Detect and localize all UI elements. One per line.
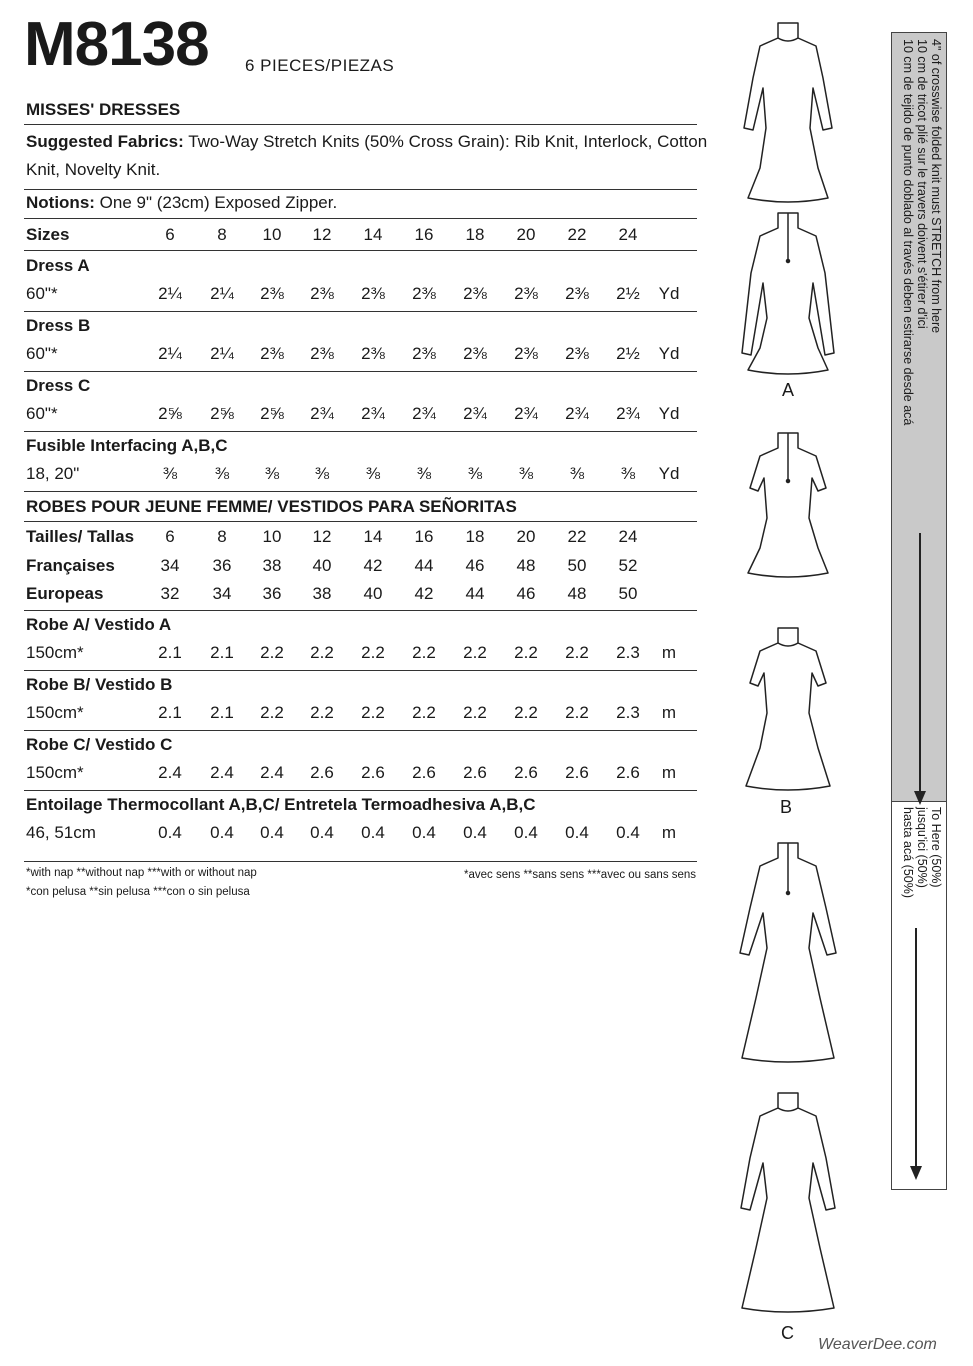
fabric-width: 150cm* — [26, 763, 84, 782]
meterage-cell: 2.2 — [310, 703, 334, 722]
yardage-cell: ⅜ — [467, 464, 483, 483]
unit-label: m — [661, 643, 677, 662]
notions — [26, 193, 337, 213]
meterage-cell: 0.4 — [210, 823, 234, 842]
divider — [24, 311, 697, 312]
yardage-cell: ⅜ — [569, 464, 585, 483]
yardage-cell: ⅜ — [620, 464, 636, 483]
meterage-cell: 2.4 — [260, 763, 284, 782]
divider — [24, 730, 697, 731]
stretch-instruction-fr: 10 cm de tricot plié sur le travers doivent s'étirer d'ici — [915, 39, 929, 329]
meterage-cell: 2.4 — [158, 763, 182, 782]
row-label: Dress B — [26, 316, 91, 335]
stretch-gauge — [891, 32, 947, 1190]
dress-b-front-illustration — [746, 628, 830, 790]
row-label: Robe B/ Vestido B — [26, 675, 173, 694]
meterage-cell: 2.6 — [412, 763, 436, 782]
dress-a-front-illustration — [744, 23, 832, 202]
meterage-cell: 2.2 — [260, 703, 284, 722]
meterage-cell: 2.2 — [260, 643, 284, 662]
size-cell: 44 — [414, 556, 434, 575]
brand-watermark: WeaverDee.com — [818, 1336, 937, 1353]
yardage-cell: 2¾ — [361, 404, 385, 423]
meterage-cell: 2.1 — [210, 703, 234, 722]
meterage-cell: 2.3 — [616, 643, 640, 662]
size-header-cell: 18 — [465, 225, 485, 244]
size-cell: 42 — [414, 584, 434, 603]
meterage-cell: 2.6 — [514, 763, 538, 782]
stretch-instruction-es: 10 cm de tejido de punto doblado al través deben estirarse desde acá — [901, 39, 915, 426]
meterage-cell: 2.6 — [463, 763, 487, 782]
divider — [24, 431, 697, 432]
size-header-cell: 14 — [363, 225, 383, 244]
fabric-width: 60"* — [26, 284, 58, 303]
size-cell: 34 — [212, 584, 232, 603]
meterage-cell: 2.1 — [210, 643, 234, 662]
meterage-cell: 2.2 — [463, 643, 487, 662]
divider — [24, 610, 697, 611]
size-cell: 24 — [618, 527, 638, 546]
dress-illustrations — [720, 18, 880, 1338]
yardage-cell: 2¾ — [463, 404, 487, 423]
footnote-es: *con pelusa **sin pelusa ***con o sin pelusa — [26, 886, 250, 898]
dress-c-back-illustration — [740, 843, 836, 1062]
unit-label: m — [661, 703, 677, 722]
yardage-cell: 2⅜ — [412, 344, 436, 363]
size-cell: 38 — [312, 584, 332, 603]
stretch-instruction-en: 4" of crosswise folded knit must STRETCH from here — [929, 39, 943, 334]
meterage-cell: 2.2 — [463, 703, 487, 722]
meterage-cell: 0.4 — [463, 823, 487, 842]
meterage-cell: 0.4 — [361, 823, 385, 842]
size-header-cell: 16 — [414, 225, 434, 244]
dress-c-front-illustration — [741, 1093, 835, 1312]
divider — [24, 218, 697, 219]
size-cell: 22 — [567, 527, 587, 546]
meterage-cell: 2.1 — [158, 703, 182, 722]
yardage-cell: 2⅜ — [361, 344, 385, 363]
yardage-cell: 2¼ — [210, 284, 234, 303]
yardage-cell: ⅜ — [518, 464, 534, 483]
meterage-cell: 2.6 — [616, 763, 640, 782]
notions-text: One 9" (23cm) Exposed Zipper. — [99, 193, 338, 212]
yardage-cell: 2¾ — [565, 404, 589, 423]
size-cell: 32 — [160, 584, 180, 603]
meterage-cell: 0.4 — [260, 823, 284, 842]
divider — [24, 861, 697, 862]
dress-label-c: C — [781, 1323, 794, 1343]
size-cell: 40 — [363, 584, 383, 603]
piece-count: 6 PIECES/PIEZAS — [245, 56, 395, 75]
size-header-cell: 22 — [567, 225, 587, 244]
dress-label-b: B — [780, 797, 793, 817]
footnote-en: *with nap **without nap ***with or without nap — [26, 867, 257, 879]
row-label: Entoilage Thermocollant A,B,C/ Entretela Termoadhesiva A,B,C — [26, 795, 536, 814]
size-cell: 14 — [363, 527, 383, 546]
row-label: Françaises — [26, 556, 115, 575]
dress-a-back-illustration — [742, 213, 834, 374]
fabric-width: 60"* — [26, 344, 58, 363]
yardage-cell: ⅜ — [214, 464, 230, 483]
yardage-cell: 2⅜ — [361, 284, 385, 303]
meterage-cell: 0.4 — [412, 823, 436, 842]
meterage-cell: 2.2 — [361, 703, 385, 722]
fabrics-label: Suggested Fabrics: — [26, 132, 184, 151]
fabric-width: 46, 51cm — [26, 823, 96, 842]
unit-label: Yd — [658, 344, 680, 363]
size-cell: 36 — [262, 584, 282, 603]
yardage-cell: 2½ — [616, 284, 640, 303]
meterage-cell: 0.4 — [514, 823, 538, 842]
yardage-cell: 2⅝ — [158, 404, 182, 423]
yardage-cell: 2¾ — [412, 404, 436, 423]
arrow-down-icon — [906, 928, 926, 1190]
yardage-cell: 2⅜ — [565, 344, 589, 363]
yardage-cell: 2⅜ — [565, 284, 589, 303]
section-title-fr-es: ROBES POUR JEUNE FEMME/ VESTIDOS PARA SEÑORITAS — [26, 497, 517, 516]
meterage-cell: 2.2 — [514, 643, 538, 662]
size-cell: 44 — [465, 584, 485, 603]
to-here-fr: jusqu'ici (50%) — [915, 807, 929, 888]
divider — [24, 521, 697, 522]
yardage-cell: 2¼ — [158, 344, 182, 363]
yardage-cell: 2⅜ — [260, 284, 284, 303]
size-cell: 50 — [618, 584, 638, 603]
size-cell: 48 — [516, 556, 536, 575]
row-label: Europeas — [26, 584, 104, 603]
size-cell: 16 — [414, 527, 434, 546]
size-header-cell: 12 — [312, 225, 332, 244]
arrow-down-icon — [910, 533, 930, 813]
row-label: Tailles/ Tallas — [26, 527, 135, 546]
meterage-cell: 2.4 — [210, 763, 234, 782]
meterage-cell: 2.2 — [565, 703, 589, 722]
fabrics-text-continued: Knit, Novelty Knit. — [26, 160, 161, 179]
row-label: Fusible Interfacing A,B,C — [26, 436, 228, 455]
size-cell: 46 — [465, 556, 485, 575]
size-cell: 6 — [165, 527, 175, 546]
fabrics-text: Two-Way Stretch Knits (50% Cross Grain): Rib Knit, Interlock, Cotton — [188, 132, 708, 151]
unit-label: Yd — [658, 284, 680, 303]
to-here-es: hasta acá (50%) — [901, 807, 915, 899]
size-header-cell: 10 — [262, 225, 282, 244]
row-label: Robe C/ Vestido C — [26, 735, 173, 754]
divider — [24, 670, 697, 671]
row-label: Dress A — [26, 256, 90, 275]
pattern-number: M8138 — [24, 10, 209, 79]
size-cell: 46 — [516, 584, 536, 603]
yardage-cell: 2⅜ — [260, 344, 284, 363]
size-cell: 12 — [312, 527, 332, 546]
yardage-cell: 2⅜ — [412, 284, 436, 303]
size-cell: 38 — [262, 556, 282, 575]
yardage-cell: ⅜ — [416, 464, 432, 483]
section-title-en: MISSES' DRESSES — [26, 100, 181, 119]
size-cell: 52 — [618, 556, 638, 575]
size-header-cell: 6 — [165, 225, 175, 244]
row-label: Robe A/ Vestido A — [26, 615, 172, 634]
yardage-cell: 2⅜ — [514, 284, 538, 303]
fabric-width: 18, 20" — [26, 464, 80, 483]
yardage-cell: 2½ — [616, 344, 640, 363]
meterage-cell: 2.6 — [310, 763, 334, 782]
fabric-width: 150cm* — [26, 643, 84, 662]
meterage-cell: 0.4 — [310, 823, 334, 842]
divider — [24, 124, 697, 125]
yardage-cell: 2⅝ — [210, 404, 234, 423]
divider — [24, 491, 697, 492]
notions-label: Notions: — [26, 193, 95, 212]
meterage-cell: 2.2 — [361, 643, 385, 662]
dress-b-back-illustration — [748, 433, 828, 577]
meterage-cell: 2.6 — [565, 763, 589, 782]
yardage-cell: 2¼ — [210, 344, 234, 363]
size-cell: 50 — [567, 556, 587, 575]
footnote-fr: *avec sens **sans sens ***avec ou sans sens — [464, 869, 697, 881]
divider — [24, 250, 697, 251]
yardage-cell: 2⅜ — [514, 344, 538, 363]
suggested-fabrics — [26, 132, 707, 152]
yardage-cell: ⅜ — [314, 464, 330, 483]
meterage-cell: 2.2 — [412, 703, 436, 722]
yardage-cell: 2⅜ — [310, 344, 334, 363]
yardage-cell: ⅜ — [162, 464, 178, 483]
meterage-cell: 2.2 — [565, 643, 589, 662]
unit-label: Yd — [658, 464, 680, 483]
divider — [24, 371, 697, 372]
meterage-cell: 2.3 — [616, 703, 640, 722]
unit-label: m — [661, 763, 677, 782]
meterage-cell: 2.2 — [310, 643, 334, 662]
size-cell: 8 — [217, 527, 227, 546]
yardage-cell: 2¾ — [310, 404, 334, 423]
yardage-cell: 2¾ — [616, 404, 640, 423]
meterage-cell: 2.2 — [412, 643, 436, 662]
size-header-cell: 24 — [618, 225, 638, 244]
meterage-cell: 0.4 — [565, 823, 589, 842]
meterage-cell: 2.6 — [361, 763, 385, 782]
divider — [24, 790, 697, 791]
yardage-cell: 2¼ — [158, 284, 182, 303]
sizes-label: Sizes — [26, 225, 70, 244]
size-cell: 34 — [160, 556, 180, 575]
yardage-cell: ⅜ — [365, 464, 381, 483]
yardage-cell: 2⅜ — [463, 284, 487, 303]
to-here-en: To Here (50%) — [929, 807, 943, 888]
dress-label-a: A — [782, 380, 795, 400]
meterage-cell: 0.4 — [158, 823, 182, 842]
unit-label: Yd — [658, 404, 680, 423]
fabric-width: 150cm* — [26, 703, 84, 722]
yardage-cell: 2⅝ — [260, 404, 284, 423]
size-cell: 48 — [567, 584, 587, 603]
yardage-cell: 2⅜ — [463, 344, 487, 363]
size-cell: 10 — [262, 527, 282, 546]
row-label: Dress C — [26, 376, 91, 395]
divider — [24, 189, 697, 190]
size-cell: 42 — [363, 556, 383, 575]
yardage-cell: 2¾ — [514, 404, 538, 423]
yardage-cell: ⅜ — [264, 464, 280, 483]
size-cell: 40 — [312, 556, 332, 575]
fabric-width: 60"* — [26, 404, 58, 423]
meterage-cell: 0.4 — [616, 823, 640, 842]
size-cell: 18 — [465, 527, 485, 546]
meterage-cell: 2.1 — [158, 643, 182, 662]
size-header-cell: 20 — [516, 225, 536, 244]
size-cell: 20 — [516, 527, 536, 546]
yardage-cell: 2⅜ — [310, 284, 334, 303]
unit-label: m — [661, 823, 677, 842]
size-cell: 36 — [212, 556, 232, 575]
meterage-cell: 2.2 — [514, 703, 538, 722]
size-header-cell: 8 — [217, 225, 227, 244]
